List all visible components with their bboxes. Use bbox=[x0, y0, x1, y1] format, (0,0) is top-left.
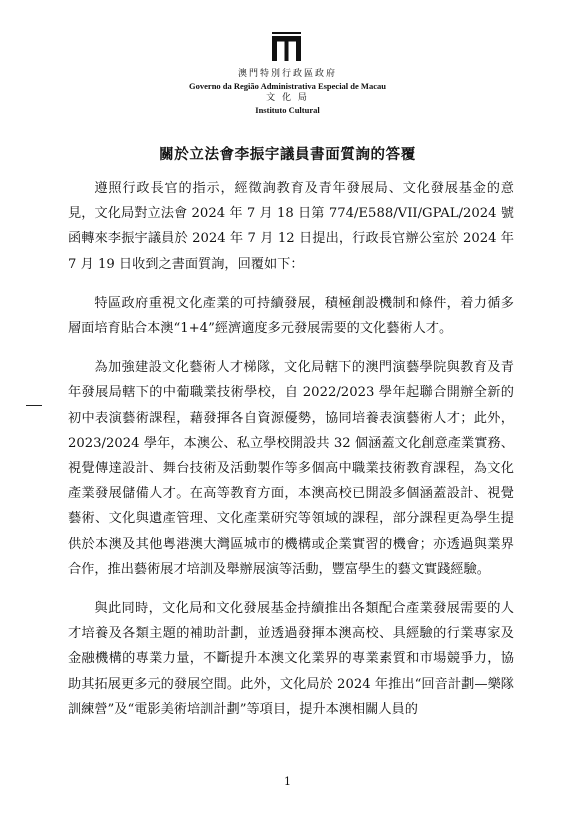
paragraph: 為加強建設文化藝術人才梯隊，文化局轄下的澳門演藝學院與教育及青年發展局轄下的中葡職業技術學校，自 2022/2023 學年起聯合開辦全新的初中表演藝術課程，藉發揮各自資源優勢，協同培養表演藝術人才；此外，2023/2024 學年，本澳公、私立學校開設共 32 個涵蓋文化創意產業實務、視覺傳達設計、舞台技術及活動製作等多個高中職業技術教育課程，為文化產業發展儲備人才。在高等教育方面，本澳高校已開設多個涵蓋設計、視覺藝術、文化與遺產管理、文化產業研究等領域的課程，部分課程更為學生提供於本澳及其他粵港澳大灣區城市的機構或企業實習的機會；亦透過與業界合作，推出藝術展才培訓及舉辦展演等活動，豐富學生的藝文實踐經驗。 bbox=[68, 360, 514, 577]
department-name-chinese: 文 化 局 bbox=[266, 93, 309, 103]
margin-fold-mark bbox=[26, 405, 42, 406]
paragraph: 特區政府重視文化產業的可持續發展，積極創設機制和條件，着力循多層面培育貼合本澳“1+4”經濟適度多元發展需要的文化藝術人才。 bbox=[68, 295, 514, 337]
paragraph: 與此同時，文化局和文化發展基金持續推出各類配合產業發展需要的人才培養及各類主題的補助計劃，並透過發揮本澳高校、具經驗的行業專家及金融機構的專業力量，不斷提升本澳文化業界的專業素質和市場競爭力，協助其拓展更多元的發展空間。此外，文化局於 2024 年推出“回音計劃—樂隊訓練營”及“電影美術培訓計劃”等項目，提升本澳相關人員的 bbox=[68, 601, 514, 717]
paragraph: 遵照行政長官的指示，經徵詢教育及青年發展局、文化發展基金的意見，文化局對立法會 2024 年 7 月 18 日第 774/E588/VII/GPAL/2024 號函轉來李振宇議員於 2024 年 7 月 12 日提出，行政長官辦公室於 2024 年 7 月 19 日收到之書面質詢，回覆如下： bbox=[68, 181, 514, 272]
page-number: 1 bbox=[284, 775, 291, 788]
government-name-portuguese: Governo da Região Administrativa Especial de Macau bbox=[189, 81, 386, 91]
document-body bbox=[68, 176, 514, 736]
government-name-chinese: 澳門特別行政區政府 bbox=[237, 69, 337, 79]
document-title: 關於立法會李振宇議員書面質詢的答覆 bbox=[159, 146, 416, 163]
department-name-portuguese: Instituto Cultural bbox=[255, 105, 320, 115]
cultural-bureau-logo-icon bbox=[272, 32, 301, 61]
